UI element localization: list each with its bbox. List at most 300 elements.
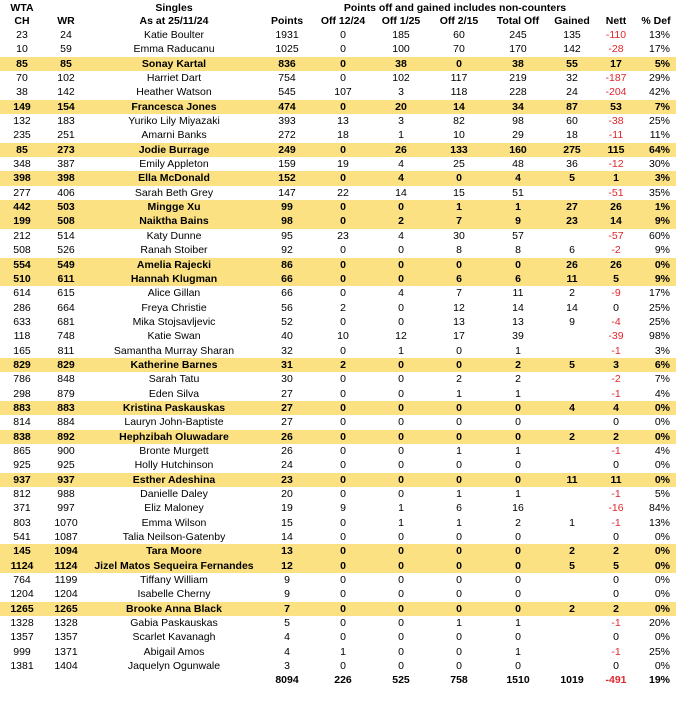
- cell-wr: 681: [57, 315, 75, 328]
- cell-off-2-15: 1: [456, 387, 462, 400]
- cell-ch: 212: [13, 229, 31, 242]
- cell-ch: 786: [13, 373, 31, 386]
- header-cell: [596, 2, 636, 15]
- cell-nett: -1: [611, 387, 621, 400]
- cell-wr: 811: [57, 344, 75, 357]
- cell-gained: 142: [563, 43, 581, 56]
- table-row: [0, 559, 676, 573]
- cell-ch: 165: [13, 344, 31, 357]
- cell-off-12-24: 0: [314, 143, 372, 157]
- cell-pct-def: 35%: [648, 186, 670, 199]
- cell-ch: 812: [13, 488, 31, 500]
- table-row: [0, 128, 676, 142]
- table-row: [0, 415, 676, 429]
- cell-gained: [548, 329, 596, 343]
- cell-pct-def: 25%: [648, 301, 670, 314]
- cell-pct-def: 0%: [636, 559, 676, 573]
- cell-wr: 937: [44, 473, 88, 487]
- table-row: [0, 243, 676, 257]
- cell-total-off: 245: [509, 29, 527, 41]
- cell-wr: 514: [57, 229, 75, 242]
- cell-nett: 0: [613, 574, 619, 587]
- cell-off-1-25: 2: [372, 214, 430, 228]
- cell-gained: 60: [566, 115, 578, 128]
- cell-ch: 1124: [0, 559, 44, 573]
- cell-nett: -9: [611, 287, 621, 300]
- cell-total-off: 0: [515, 416, 521, 429]
- cell-gained: 275: [548, 143, 596, 157]
- cell-points: 32: [281, 344, 293, 357]
- cell-points: 27: [260, 401, 314, 415]
- cell-off-1-25: 0: [398, 531, 404, 544]
- table-row: [0, 28, 676, 42]
- cell-points: 249: [260, 143, 314, 157]
- cell-ch: 1204: [10, 588, 34, 601]
- column-header-off-12-24: Off 12/24: [320, 15, 366, 27]
- table-row: [0, 114, 676, 128]
- cell-total-off: 0: [488, 544, 548, 558]
- cell-off-1-25: 0: [398, 660, 404, 673]
- table-row: [0, 487, 676, 501]
- cell-wr: 406: [57, 186, 75, 199]
- cell-points: 1931: [275, 29, 299, 41]
- cell-wr: 748: [57, 330, 75, 343]
- cell-off-2-15: 30: [453, 229, 465, 242]
- cell-gained: 1019: [560, 674, 584, 687]
- cell-off-2-15: 758: [450, 674, 468, 687]
- cell-player-name: Amelia Rajecki: [88, 258, 260, 272]
- cell-pct-def: 25%: [648, 315, 670, 328]
- cell-off-2-15: 1: [456, 617, 462, 630]
- cell-off-1-25: 38: [372, 57, 430, 71]
- cell-player-name: Lauryn John-Baptiste: [124, 416, 224, 429]
- cell-nett: 26: [596, 258, 636, 272]
- cell-total-off: 34: [488, 100, 548, 114]
- cell-off-2-15: 117: [450, 72, 468, 85]
- cell-gained: 55: [548, 57, 596, 71]
- cell-off-2-15: 0: [430, 171, 488, 185]
- cell-off-2-15: 17: [453, 330, 465, 343]
- cell-off-1-25: 0: [372, 430, 430, 444]
- cell-off-1-25: 1: [398, 516, 404, 529]
- cell-ch: 614: [13, 287, 31, 300]
- cell-off-12-24: 0: [340, 459, 346, 472]
- cell-off-1-25: 0: [372, 358, 430, 372]
- cell-gained: [548, 659, 596, 673]
- cell-wr: 154: [44, 100, 88, 114]
- column-header-points: Points: [270, 15, 304, 27]
- column-header-total-off: Total Off: [496, 15, 540, 27]
- cell-wr: 1070: [54, 516, 78, 529]
- cell-pct-def: 7%: [654, 373, 670, 386]
- cell-player-name: Brooke Anna Black: [88, 602, 260, 616]
- cell-nett: 115: [596, 143, 636, 157]
- cell-off-1-25: 3: [398, 115, 404, 128]
- cell-off-12-24: 0: [340, 72, 346, 85]
- cell-pct-def: 9%: [636, 214, 676, 228]
- cell-off-1-25: 0: [372, 473, 430, 487]
- cell-gained: 6: [569, 244, 575, 257]
- cell-player-name: Danielle Daley: [140, 488, 208, 500]
- cell-pct-def: 0%: [636, 602, 676, 616]
- cell-pct-def: 17%: [648, 287, 670, 300]
- cell-off-12-24: 1: [340, 645, 346, 658]
- cell-ch: 298: [13, 387, 31, 400]
- cell-points: 26: [260, 430, 314, 444]
- cell-points: 4: [284, 645, 290, 658]
- cell-pct-def: 7%: [636, 100, 676, 114]
- cell-off-1-25: 525: [392, 674, 410, 687]
- cell-off-1-25: 0: [398, 574, 404, 587]
- cell-off-2-15: 1: [456, 516, 462, 529]
- cell-wr: 142: [57, 86, 75, 99]
- cell-player-name: Yuriko Lily Miyazaki: [128, 115, 220, 128]
- cell-off-1-25: 0: [398, 459, 404, 472]
- cell-total-off: 0: [488, 258, 548, 272]
- cell-off-2-15: 0: [430, 602, 488, 616]
- cell-nett: 2: [596, 430, 636, 444]
- cell-pct-def: 17%: [648, 43, 670, 56]
- cell-total-off: 0: [515, 660, 521, 673]
- cell-points: 13: [260, 544, 314, 558]
- cell-off-12-24: 19: [337, 158, 349, 171]
- cell-nett: -187: [605, 72, 627, 85]
- cell-off-1-25: 0: [372, 401, 430, 415]
- header-cell: [260, 2, 314, 15]
- cell-pct-def: 0%: [654, 660, 670, 673]
- cell-total-off: 13: [512, 315, 524, 328]
- cell-player-name: Hephzibah Oluwadare: [88, 430, 260, 444]
- header-note: Points off and gained includes non-counters: [343, 2, 567, 14]
- cell-nett: -1: [611, 488, 621, 500]
- cell-gained: 18: [566, 129, 578, 142]
- cell-player-name: Ella McDonald: [88, 171, 260, 185]
- cell-off-12-24: 0: [314, 214, 372, 228]
- cell-gained: 2: [548, 430, 596, 444]
- cell-off-1-25: 0: [398, 488, 404, 500]
- table-row: [0, 602, 676, 616]
- cell-off-2-15: 12: [453, 301, 465, 314]
- column-header-off-2-15: Off 2/15: [439, 15, 479, 27]
- cell-player-name: Scarlet Kavanagh: [132, 631, 216, 644]
- cell-off-2-15: 0: [456, 660, 462, 673]
- cell-pct-def: 0%: [636, 401, 676, 415]
- cell-off-12-24: 0: [314, 57, 372, 71]
- cell-off-2-15: 10: [453, 129, 465, 142]
- cell-wr: 997: [57, 502, 75, 515]
- cell-nett: -204: [605, 86, 627, 99]
- cell-off-2-15: 1: [430, 200, 488, 214]
- cell-points: 31: [260, 358, 314, 372]
- cell-gained: 5: [548, 171, 596, 185]
- cell-gained: 9: [569, 315, 575, 328]
- cell-wr: 398: [44, 171, 88, 185]
- cell-off-1-25: 0: [372, 200, 430, 214]
- cell-pct-def: 0%: [654, 416, 670, 429]
- cell-gained: [548, 501, 596, 515]
- cell-wr: 24: [60, 29, 72, 41]
- table-row: [0, 171, 676, 185]
- cell-total-off: 14: [512, 301, 524, 314]
- cell-off-1-25: 102: [392, 72, 410, 85]
- cell-player-name: Hannah Klugman: [88, 272, 260, 286]
- cell-nett: 0: [613, 301, 619, 314]
- table-row: [0, 573, 676, 587]
- cell-off-2-15: 0: [430, 258, 488, 272]
- cell-points: 14: [281, 531, 293, 544]
- cell-off-2-15: 0: [430, 430, 488, 444]
- cell-off-12-24: 0: [314, 473, 372, 487]
- cell-player-name: Amarni Banks: [141, 129, 207, 142]
- cell-nett: -2: [611, 244, 621, 257]
- cell-player-name: [88, 673, 260, 687]
- cell-nett: 5: [596, 559, 636, 573]
- table-row: [0, 258, 676, 272]
- cell-player-name: Jizel Matos Sequeira Fernandes: [88, 559, 260, 573]
- cell-gained: [548, 387, 596, 401]
- cell-off-12-24: 2: [314, 358, 372, 372]
- cell-player-name: Emma Wilson: [141, 516, 207, 529]
- cell-total-off: 51: [512, 186, 524, 199]
- cell-off-2-15: 118: [450, 86, 468, 99]
- cell-ch: 829: [0, 358, 44, 372]
- cell-off-1-25: 12: [395, 330, 407, 343]
- cell-total-off: 2: [515, 373, 521, 386]
- table-row: [0, 71, 676, 85]
- cell-wr: 1265: [44, 602, 88, 616]
- cell-pct-def: 0%: [654, 631, 670, 644]
- cell-points: 26: [281, 444, 293, 457]
- cell-nett: -51: [608, 186, 624, 199]
- cell-off-12-24: 22: [337, 186, 349, 199]
- table-row: [0, 229, 676, 243]
- cell-wr: 1087: [54, 531, 78, 544]
- cell-pct-def: 0%: [654, 459, 670, 472]
- cell-nett: 1: [596, 171, 636, 185]
- column-header-pct-def: % Def: [641, 15, 671, 27]
- cell-gained: [548, 444, 596, 458]
- cell-off-1-25: 0: [372, 258, 430, 272]
- cell-pct-def: 25%: [648, 645, 670, 658]
- cell-ch: 442: [0, 200, 44, 214]
- cell-wr: 988: [57, 488, 75, 500]
- cell-wr: 1124: [44, 559, 88, 573]
- cell-pct-def: 60%: [648, 229, 670, 242]
- cell-nett: -1: [611, 645, 621, 658]
- cell-ch: 235: [13, 129, 31, 142]
- totals-row: [0, 673, 676, 687]
- cell-ch: 118: [13, 330, 31, 343]
- cell-off-2-15: 133: [430, 143, 488, 157]
- cell-off-12-24: 0: [314, 401, 372, 415]
- cell-total-off: 219: [509, 72, 527, 85]
- cell-off-12-24: 9: [340, 502, 346, 515]
- cell-off-12-24: 0: [340, 43, 346, 56]
- cell-gained: [548, 186, 596, 200]
- cell-pct-def: 84%: [648, 502, 670, 515]
- cell-ch: 70: [16, 72, 28, 85]
- table-row: [0, 143, 676, 157]
- cell-pct-def: 20%: [648, 617, 670, 630]
- cell-pct-def: 29%: [648, 72, 670, 85]
- cell-off-12-24: 0: [340, 315, 346, 328]
- cell-pct-def: 9%: [636, 272, 676, 286]
- cell-points: 86: [260, 258, 314, 272]
- header-row-2: [0, 15, 676, 28]
- cell-pct-def: 0%: [654, 574, 670, 587]
- cell-points: 24: [281, 459, 293, 472]
- cell-ch: 85: [0, 143, 44, 157]
- cell-off-1-25: 1: [398, 344, 404, 357]
- cell-gained: [548, 415, 596, 429]
- column-header-nett: Nett: [605, 15, 627, 27]
- cell-points: 9: [284, 588, 290, 601]
- cell-off-12-24: 107: [334, 86, 352, 99]
- cell-pct-def: 13%: [648, 516, 670, 529]
- column-header-off-1-25: Off 1/25: [381, 15, 421, 27]
- cell-nett: 2: [596, 602, 636, 616]
- cell-player-name: Katie Swan: [147, 330, 201, 343]
- cell-off-1-25: 185: [392, 29, 410, 41]
- cell-nett: 0: [613, 588, 619, 601]
- column-header-wr: WR: [57, 15, 75, 27]
- cell-total-off: 0: [515, 588, 521, 601]
- table-row: [0, 659, 676, 673]
- table-row: [0, 473, 676, 487]
- cell-ch: [0, 673, 44, 687]
- cell-total-off: 2: [488, 358, 548, 372]
- cell-nett: -11: [608, 129, 624, 142]
- cell-off-2-15: 1: [456, 488, 462, 500]
- header-cell: [636, 2, 676, 15]
- cell-ch: 10: [16, 43, 28, 56]
- cell-player-name: Holly Hutchinson: [134, 459, 214, 472]
- cell-points: 20: [281, 488, 293, 500]
- cell-player-name: Katy Dunne: [146, 229, 202, 242]
- cell-pct-def: 0%: [654, 531, 670, 544]
- cell-player-name: Alice Gillan: [147, 287, 201, 300]
- cell-points: 56: [281, 301, 293, 314]
- cell-wr: 183: [57, 115, 75, 128]
- cell-off-1-25: 0: [398, 244, 404, 257]
- cell-player-name: Mika Stojsavljevic: [132, 315, 216, 328]
- cell-pct-def: 5%: [636, 57, 676, 71]
- cell-pct-def: 4%: [654, 444, 670, 457]
- cell-gained: [548, 344, 596, 358]
- cell-total-off: 1: [515, 645, 521, 658]
- cell-off-2-15: 0: [456, 588, 462, 601]
- table-row: [0, 587, 676, 601]
- cell-total-off: 29: [512, 129, 524, 142]
- cell-pct-def: 9%: [654, 244, 670, 257]
- cell-pct-def: 30%: [648, 158, 670, 171]
- cell-player-name: Eden Silva: [148, 387, 200, 400]
- cell-nett: 0: [613, 631, 619, 644]
- cell-player-name: Eliz Maloney: [144, 502, 204, 515]
- cell-gained: [548, 530, 596, 544]
- table-row: [0, 358, 676, 372]
- cell-ch: 132: [13, 115, 31, 128]
- cell-off-12-24: 0: [340, 660, 346, 673]
- cell-total-off: 1: [515, 617, 521, 630]
- cell-points: 272: [278, 129, 296, 142]
- cell-off-1-25: 3: [398, 86, 404, 99]
- cell-total-off: 0: [488, 430, 548, 444]
- cell-total-off: 0: [515, 531, 521, 544]
- cell-off-12-24: 0: [314, 430, 372, 444]
- cell-off-12-24: 0: [340, 287, 346, 300]
- cell-off-2-15: 0: [456, 344, 462, 357]
- cell-player-name: Freya Christie: [141, 301, 207, 314]
- cell-wr: 251: [57, 129, 75, 142]
- cell-gained: 1: [569, 516, 575, 529]
- cell-player-name: Isabelle Cherny: [137, 588, 211, 601]
- cell-total-off: 11: [512, 287, 524, 300]
- table-body: [0, 2, 676, 688]
- cell-gained: 5: [548, 358, 596, 372]
- cell-player-name: Jodie Burrage: [88, 143, 260, 157]
- cell-gained: [548, 645, 596, 659]
- cell-points: 27: [281, 416, 293, 429]
- cell-ch: 1328: [10, 617, 34, 630]
- cell-player-name: Bronte Murgett: [139, 444, 209, 457]
- cell-off-12-24: 0: [340, 588, 346, 601]
- cell-wr: 387: [57, 158, 75, 171]
- cell-ch: 865: [13, 444, 31, 457]
- cell-nett: -38: [608, 115, 624, 128]
- cell-off-1-25: 0: [398, 416, 404, 429]
- cell-nett: -4: [611, 315, 621, 328]
- cell-off-2-15: 2: [456, 373, 462, 386]
- cell-player-name: Kristina Paskauskas: [88, 401, 260, 415]
- cell-wr: 900: [57, 444, 75, 457]
- cell-off-12-24: 0: [340, 488, 346, 500]
- cell-wr: 59: [60, 43, 72, 56]
- cell-ch: 85: [0, 57, 44, 71]
- cell-total-off: 38: [488, 57, 548, 71]
- cell-off-12-24: 0: [340, 344, 346, 357]
- cell-ch: 38: [16, 86, 28, 99]
- cell-off-1-25: 20: [372, 100, 430, 114]
- cell-off-2-15: 0: [430, 473, 488, 487]
- cell-points: 1025: [275, 43, 299, 56]
- table-row: [0, 200, 676, 214]
- cell-points: 393: [278, 115, 296, 128]
- column-header-ch: CH: [14, 15, 30, 27]
- cell-nett: 0: [613, 416, 619, 429]
- cell-gained: 2: [569, 287, 575, 300]
- cell-wr: [44, 673, 88, 687]
- cell-gained: [548, 458, 596, 472]
- cell-nett: -28: [608, 43, 624, 56]
- cell-ch: 999: [13, 645, 31, 658]
- cell-points: 152: [260, 171, 314, 185]
- cell-player-name: Sonay Kartal: [88, 57, 260, 71]
- cell-ch: 554: [0, 258, 44, 272]
- cell-player-name: Sarah Beth Grey: [134, 186, 214, 199]
- cell-total-off: 1: [515, 344, 521, 357]
- cell-nett: -1: [611, 344, 621, 357]
- cell-points: 30: [281, 373, 293, 386]
- cell-total-off: 170: [509, 43, 527, 56]
- cell-off-12-24: 226: [334, 674, 352, 687]
- cell-total-off: 48: [512, 158, 524, 171]
- cell-off-12-24: 0: [340, 416, 346, 429]
- cell-player-name: Samantha Murray Sharan: [113, 344, 235, 357]
- cell-player-name: Ranah Stoiber: [140, 244, 208, 257]
- table-row: [0, 516, 676, 530]
- cell-player-name: Talia Neilson-Gatenby: [122, 531, 226, 544]
